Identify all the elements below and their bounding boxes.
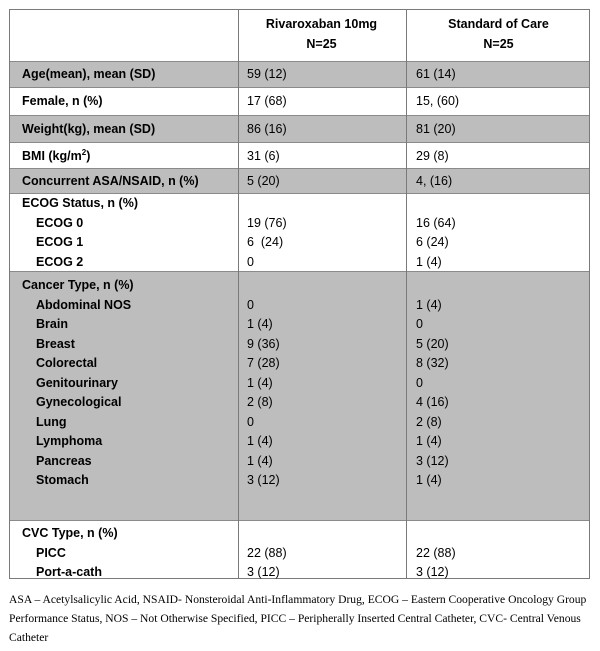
cancer-breast-label: Breast <box>36 336 75 351</box>
cancer-lymphoma-label: Lymphoma <box>36 434 103 448</box>
table-row-concurrent-asa-nsaid <box>10 169 589 194</box>
cancer-gynecological-standard-of-care-value: 4 (16) <box>416 395 449 409</box>
cvc-port-a-cath-rivaroxaban-value: 3 (12) <box>247 565 280 579</box>
ecog-2-standard-of-care-value: 1 (4) <box>416 254 442 269</box>
cvc-type-section <box>10 521 589 580</box>
cvc-picc-standard-of-care-value: 22 (88) <box>416 545 456 560</box>
cancer-brain-standard-of-care-value: 0 <box>416 317 423 331</box>
cancer-lymphoma-rivaroxaban-value: 1 (4) <box>247 434 273 448</box>
section-title: Cancer Type, n (%) <box>22 278 134 292</box>
cancer-genitourinary-rivaroxaban-value: 1 (4) <box>247 375 273 390</box>
cancer-lymphoma-standard-of-care-value: 1 (4) <box>416 434 442 448</box>
standard-of-care-value: 29 (8) <box>416 149 449 163</box>
rivaroxaban-value: 17 (68) <box>247 94 287 108</box>
ecog-0-rivaroxaban-value: 19 (76) <box>247 215 287 230</box>
section-title: ECOG Status, n (%) <box>22 196 138 210</box>
rivaroxaban-header-n: N=25 <box>306 37 337 51</box>
cancer-type-section <box>10 272 589 521</box>
rivaroxaban-column-header <box>238 14 405 54</box>
row-label: Concurrent ASA/NSAID, n (%) <box>22 174 199 188</box>
cancer-colorectal-label: Colorectal <box>36 356 98 370</box>
cancer-breast-standard-of-care-value: 5 (20) <box>416 336 449 351</box>
ecog-0-standard-of-care-value: 16 (64) <box>416 215 456 230</box>
ecog-1-standard-of-care-value: 6 (24) <box>416 235 449 249</box>
cancer-pancreas-label: Pancreas <box>36 453 92 468</box>
table-row-bmi <box>10 143 589 169</box>
standard-of-care-column-header <box>406 14 591 54</box>
ecog-2-rivaroxaban-value: 0 <box>247 254 254 269</box>
ecog-1-label: ECOG 1 <box>36 235 84 249</box>
cancer-stomach-standard-of-care-value: 1 (4) <box>416 473 442 487</box>
cancer-brain-label: Brain <box>36 317 68 331</box>
cancer-stomach-label: Stomach <box>36 473 89 487</box>
standard-of-care-value: 61 (14) <box>416 67 456 81</box>
cancer-lung-standard-of-care-value: 2 (8) <box>416 414 442 429</box>
cancer-pancreas-rivaroxaban-value: 1 (4) <box>247 453 273 468</box>
cvc-picc-rivaroxaban-value: 22 (88) <box>247 545 287 560</box>
cvc-port-a-cath-standard-of-care-value: 3 (12) <box>416 565 449 579</box>
row-label: Weight(kg), mean (SD) <box>22 122 156 136</box>
table-row-female <box>10 88 589 116</box>
standard-of-care-header-n: N=25 <box>483 37 514 51</box>
table-row-weight <box>10 116 589 143</box>
column-divider <box>406 10 407 578</box>
ecog-1-rivaroxaban-value: 6 (24) <box>247 235 284 249</box>
row-label: BMI $(kg/m^2)$ <box>22 148 91 163</box>
table-footnote: ASA – Acetylsalicylic Acid, NSAID- Nonsteroidal Anti-Inflammatory Drug, ECOG – Eastern Cooperative Oncology Group Performance Status, NOS – Not Otherwise Specified, PICC – Peripherally Inserted Central Catheter, CVC- Central Venous Catheter <box>9 593 587 644</box>
cancer-lung-rivaroxaban-value: 0 <box>247 414 254 429</box>
standard-of-care-header-name: Standard of Care <box>448 17 549 31</box>
baseline-characteristics-table <box>9 9 590 579</box>
cancer-abdominal-nos-standard-of-care-value: 1 (4) <box>416 297 442 312</box>
cvc-picc-label: PICC <box>36 545 66 560</box>
cvc-port-a-cath-label: Port-a-cath <box>36 565 102 579</box>
cancer-brain-rivaroxaban-value: 1 (4) <box>247 317 273 331</box>
table-row-age <box>10 62 589 88</box>
rivaroxaban-header-name: Rivaroxaban 10mg <box>265 17 378 31</box>
cancer-abdominal-nos-rivaroxaban-value: 0 <box>247 297 254 312</box>
table-header-row <box>10 10 589 62</box>
rivaroxaban-value: 86 (16) <box>247 122 287 136</box>
cancer-stomach-rivaroxaban-value: 3 (12) <box>247 473 280 487</box>
cancer-breast-rivaroxaban-value: 9 (36) <box>247 336 280 351</box>
cancer-genitourinary-label: Genitourinary <box>36 375 118 390</box>
row-label: Age(mean), mean (SD) <box>22 67 156 81</box>
ecog-0-label: ECOG 0 <box>36 215 84 230</box>
row-label: Female, n (%) <box>22 94 103 108</box>
standard-of-care-value: 4, (16) <box>416 174 453 188</box>
standard-of-care-value: 15, (60) <box>416 94 460 108</box>
rivaroxaban-value: 31 (6) <box>247 149 280 163</box>
cancer-gynecological-label: Gynecological <box>36 395 122 409</box>
rivaroxaban-value: 59 (12) <box>247 67 287 81</box>
cancer-colorectal-standard-of-care-value: 8 (32) <box>416 356 449 370</box>
cancer-abdominal-nos-label: Abdominal NOS <box>36 297 132 312</box>
cancer-lung-label: Lung <box>36 414 67 429</box>
cancer-colorectal-rivaroxaban-value: 7 (28) <box>247 356 280 370</box>
section-title: CVC Type, n (%) <box>22 526 118 540</box>
cancer-genitourinary-standard-of-care-value: 0 <box>416 375 423 390</box>
cancer-gynecological-rivaroxaban-value: 2 (8) <box>247 395 273 409</box>
ecog-status-section <box>10 194 589 272</box>
rivaroxaban-value: 5 (20) <box>247 174 280 188</box>
column-divider <box>238 10 239 578</box>
cancer-pancreas-standard-of-care-value: 3 (12) <box>416 453 449 468</box>
ecog-2-label: ECOG 2 <box>36 254 84 269</box>
standard-of-care-value: 81 (20) <box>416 122 456 136</box>
